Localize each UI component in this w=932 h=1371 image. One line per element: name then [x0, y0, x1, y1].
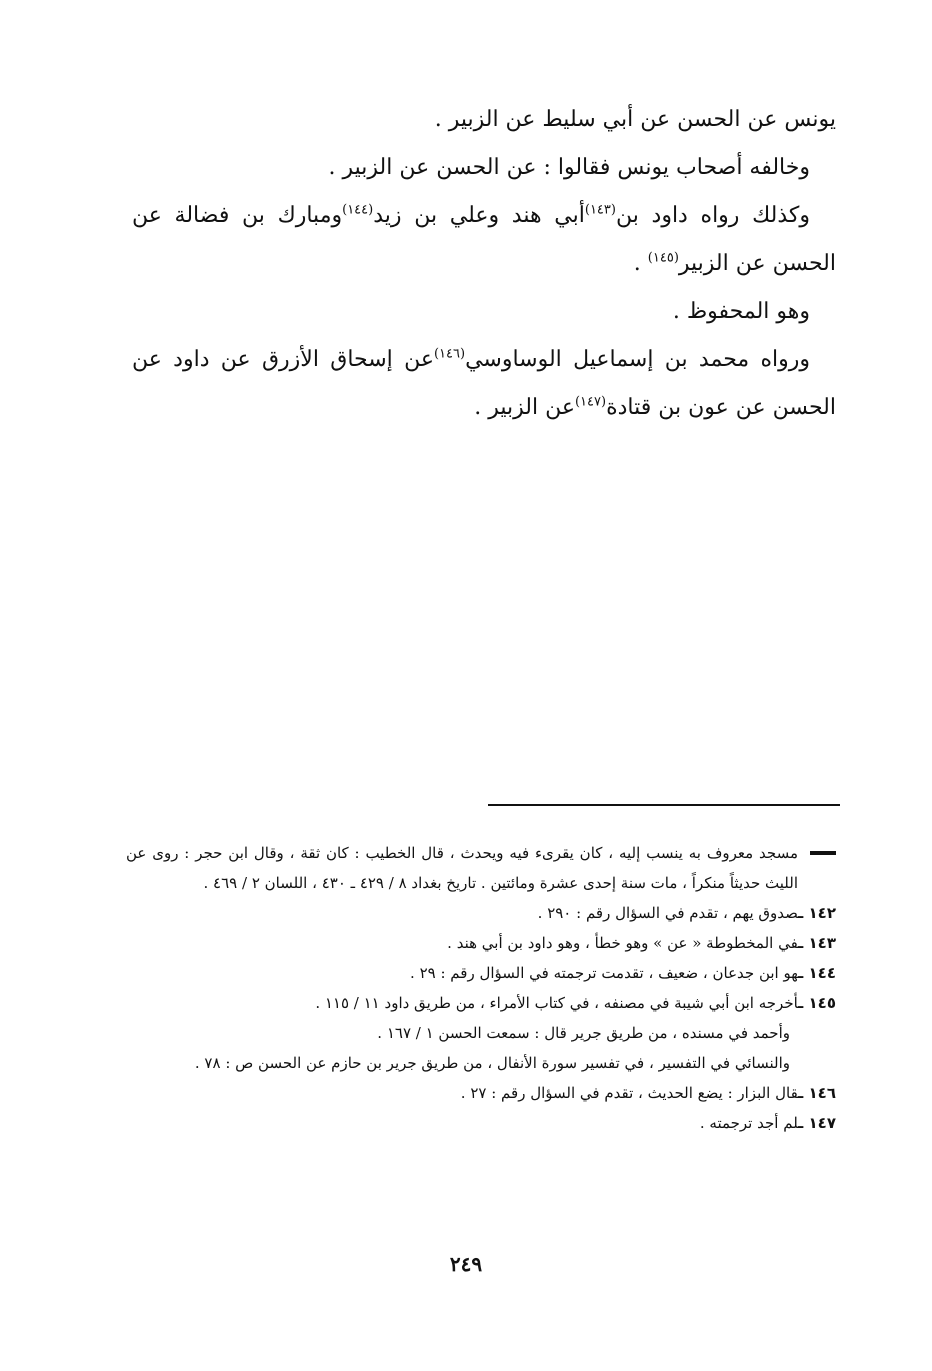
paragraph-5-text-c: عن الزبير . — [474, 395, 575, 420]
footnote-separator-rule — [488, 804, 840, 806]
footnote-number: ١٤٦ ـ — [798, 1084, 836, 1102]
footnote-145 — [126, 988, 836, 1018]
footnote-number: ١٤٥ ـ — [798, 994, 836, 1012]
footnote-text: أخرجه ابن أبي شيبة في مصنفه ، في كتاب الأمراء ، من طريق داود ١١ / ١١٥ . — [315, 994, 799, 1012]
footnote-ref-147: (١٤٧) — [574, 394, 607, 410]
footnote-147 — [126, 1108, 836, 1138]
paragraph-5-text-b: عن إسحاق الأزرق عن داود عن الحسن عن عون بن قتادة — [132, 347, 836, 420]
paragraph-3 — [132, 192, 836, 288]
footnote-sub-text: والنسائي في التفسير ، في تفسير سورة الأنفال ، من طريق جرير بن حازم عن الحسن ص : ٧٨ . — [194, 1054, 790, 1072]
footnote-144 — [126, 958, 836, 988]
footnote-ref-145: (١٤٥) — [647, 250, 679, 266]
footnote-continuation — [126, 838, 836, 898]
footnote-142 — [126, 898, 836, 928]
footnote-text: لم أجد ترجمته . — [699, 1114, 799, 1132]
paragraph-4-text: وهو المحفوظ . — [672, 299, 810, 324]
footnote-text: هو ابن جدعان ، ضعيف ، تقدمت ترجمته في السؤال رقم : ٢٩ . — [410, 964, 799, 982]
paragraph-5-text-a: ورواه محمد بن إسماعيل الوساوسي — [465, 347, 810, 372]
paragraph-2-text: وخالفه أصحاب يونس فقالوا : عن الحسن عن الزبير . — [328, 155, 810, 180]
footnote-number: ١٤٤ ـ — [798, 964, 836, 982]
paragraph-1-text: يونس عن الحسن عن أبي سليط عن الزبير . — [434, 107, 836, 132]
paragraph-1 — [132, 96, 836, 144]
footnote-continuation-text: مسجد معروف به ينسب إليه ، كان يقرىء فيه ويحدث ، قال الخطيب : كان ثقة ، وقال ابن حجر : روى عن الليث حديثاً منكراً ، مات سنة إحدى عشرة ومائتين . تاريخ بغداد ٨ / ٤٢٩ ـ ٤٣٠ ، اللسان ٢ / ٤٦٩ . — [126, 844, 798, 892]
continuation-dash-mark — [810, 851, 836, 855]
paragraph-3-text-a: وكذلك رواه داود بن — [615, 203, 810, 228]
main-text — [132, 96, 836, 432]
footnote-143 — [126, 928, 836, 958]
footnote-ref-144: (١٤٤) — [342, 202, 374, 218]
footnote-number: ١٤٧ ـ — [798, 1114, 836, 1132]
footnote-145-line-2 — [126, 1018, 836, 1048]
footnote-text: قال البزار : يضع الحديث ، تقدم في السؤال رقم : ٢٧ . — [460, 1084, 799, 1102]
paragraph-3-text-c: ومبارك بن فضالة عن الحسن عن الزبير — [132, 203, 836, 276]
footnote-146 — [126, 1078, 836, 1108]
paragraph-3-text-d: . — [633, 251, 648, 276]
paragraph-3-text-b: أبي هند وعلي بن زيد — [373, 203, 585, 228]
paragraph-4 — [132, 288, 836, 336]
footnote-text: في المخطوطة « عن » وهو خطأ ، وهو داود بن أبي هند . — [447, 934, 799, 952]
footnote-text: صدوق يهم ، تقدم في السؤال رقم : ٢٩٠ . — [537, 904, 799, 922]
footnote-ref-143: (١٤٣) — [584, 202, 616, 218]
footnote-number: ١٤٢ ـ — [798, 904, 836, 922]
paragraph-5 — [132, 336, 836, 432]
footnote-number: ١٤٣ ـ — [798, 934, 836, 952]
page-number: ٢٤٩ — [449, 1252, 483, 1276]
footnote-ref-146: (١٤٦) — [433, 346, 466, 362]
footnote-145-line-3 — [126, 1048, 836, 1078]
footnote-sub-text: وأحمد في مسنده ، من طريق جرير قال : سمعت الحسن ١ / ١٦٧ . — [377, 1024, 790, 1042]
paragraph-2 — [132, 144, 836, 192]
footnotes — [126, 838, 836, 1138]
